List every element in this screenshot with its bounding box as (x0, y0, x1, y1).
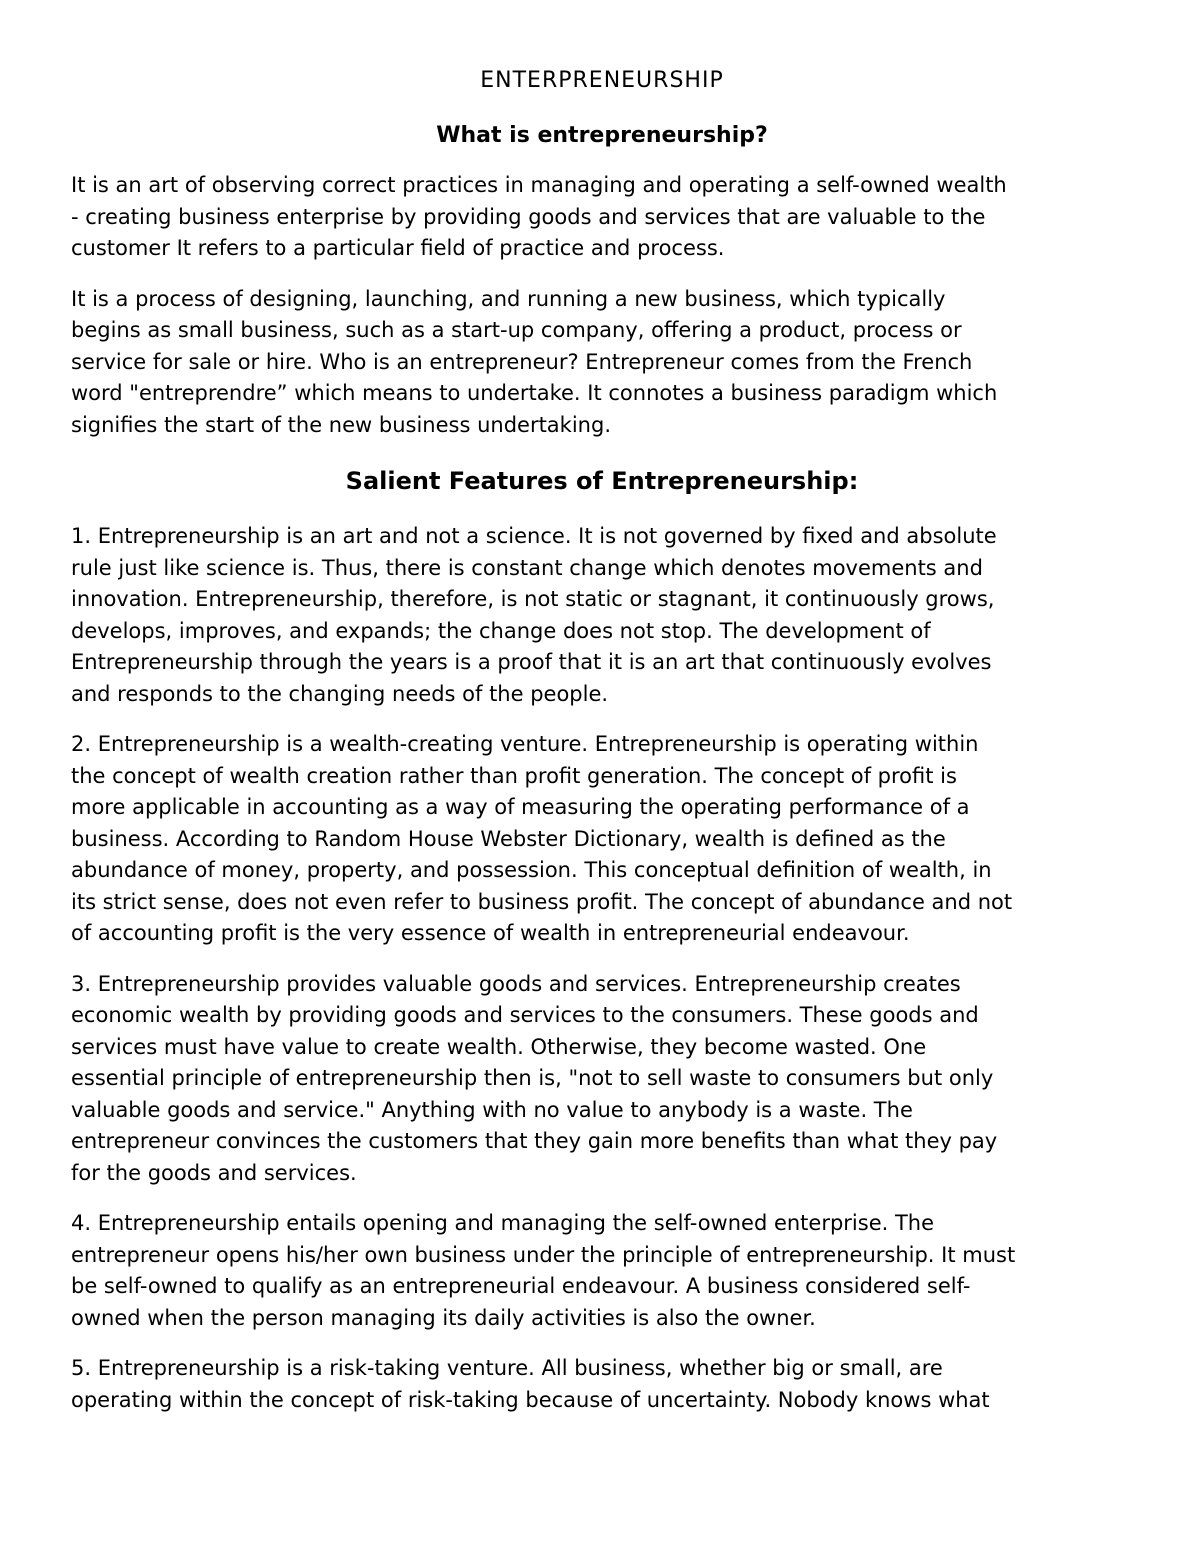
feature-paragraph: 2. Entrepreneurship is a wealth-creating venture. Entrepreneurship is operating within the concept of wealth creation rather than profit generation. The concept of profit is more applicable in accounting as a way of measuring the operating performance of a business. According to Random House Webster Dictionary, wealth is defined as the abundance of money, property, and possession. This conceptual definition of wealth, in its strict sense, does not even refer to business profit. The concept of abundance and not of accounting profit is the very essence of wealth in entrepreneurial endeavour. (71, 732, 1013, 945)
intro-paragraph: It is an art of observing correct practices in managing and operating a self-owned wealth - creating business enterprise by providing goods and services that are valuable to the customer It refers to a particular field of practice and process. (71, 173, 1007, 260)
feature-paragraph: 1. Entrepreneurship is an art and not a science. It is not governed by fixed and absolute rule just like science is. Thus, there is constant change which denotes movements and innovation. Entrepreneurship, therefore, is not static or stagnant, it continuously grows, develops, improves, and expands; the change does not stop. The development of Entrepreneurship through the years is a proof that it is an art that continuously evolves and responds to the changing needs of the people. (71, 524, 997, 706)
intro-paragraph: It is a process of designing, launching, and running a new business, which typically begins as small business, such as a start-up company, offering a product, process or service for sale or hire. Who is an entrepreneur? Entrepreneur comes from the French word "entreprendre” which means to undertake. It connotes a business paradigm which signifies the start of the new business undertaking. (71, 286, 998, 437)
feature-paragraph: 3. Entrepreneurship provides valuable goods and services. Entrepreneurship creates economic wealth by providing goods and services to the consumers. These goods and services must have value to create wealth. Otherwise, they become wasted. One essential principle of entrepreneurship then is, "not to sell waste to consumers but only valuable goods and service." Anything with no value to anybody is a waste. The entrepreneur convinces the customers that they gain more benefits than what they pay for the goods and services. (71, 971, 998, 1185)
document-page (71, 68, 1133, 1435)
feature-paragraph: 4. Entrepreneurship entails opening and managing the self-owned enterprise. The entrepreneur opens his/her own business under the principle of entrepreneurship. It must be self-owned to qualify as an entrepreneurial endeavour. A business considered self- owned when the person managing its daily activities is also the owner. (71, 1211, 1016, 1330)
section-heading: Salient Features of Entrepreneurship: (345, 467, 859, 495)
document-subtitle: What is entrepreneurship? (436, 123, 768, 148)
document-title: ENTERPRENEURSHIP (480, 68, 724, 93)
feature-paragraph: 5. Entrepreneurship is a risk-taking venture. All business, whether big or small, are operating within the concept of risk-taking because of uncertainty. Nobody knows what (71, 1356, 990, 1412)
